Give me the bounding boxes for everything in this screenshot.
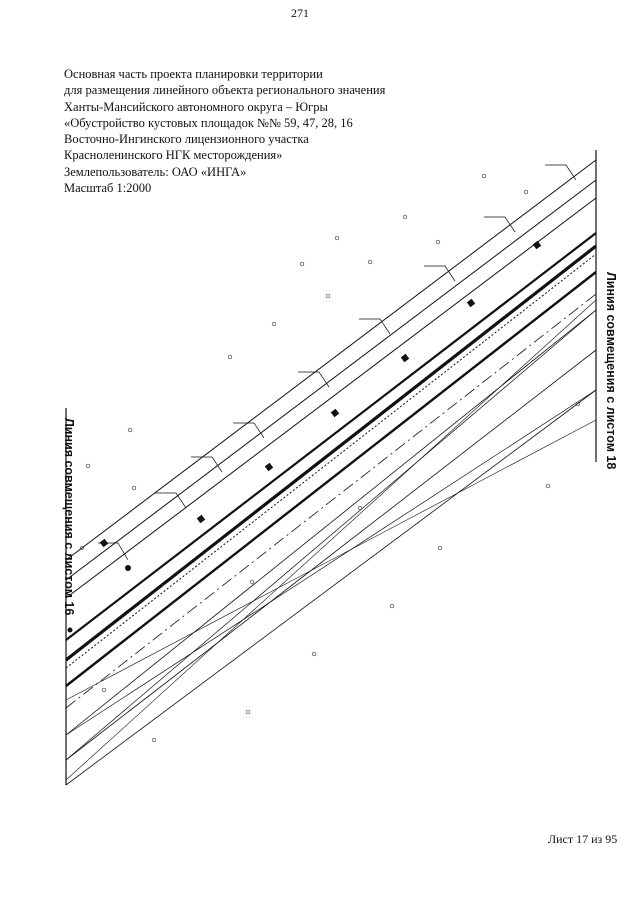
title-line-4: «Обустройство кустовых площадок №№ 59, 47, 28, 16: [64, 115, 353, 130]
page-number: 271: [291, 6, 309, 20]
title-line-6: Красноленинского НГК месторождения»: [64, 148, 283, 163]
match-line-label-left: Линия совмещения с листом 16: [62, 418, 76, 616]
match-line-label-right: Линия совмещения с листом 18: [604, 272, 618, 470]
title-line-1: Основная часть проекта планировки территории: [64, 67, 323, 81]
title-line-3: Ханты-Мансийского автономного округа – Югры: [64, 99, 328, 114]
callout-labels: [98, 165, 576, 560]
scale-label: Масштаб 1:2000: [64, 181, 152, 196]
corridor-lines: [66, 160, 596, 785]
title-line-5: Восточно-Ингинского лицензионного участка: [64, 132, 309, 147]
land-user: Землепользователь: ОАО «ИНГА»: [64, 164, 247, 179]
title-line-2: для размещения линейного объекта регионального значения: [64, 83, 386, 98]
sheet-counter: Лист 17 из 95: [548, 832, 618, 846]
